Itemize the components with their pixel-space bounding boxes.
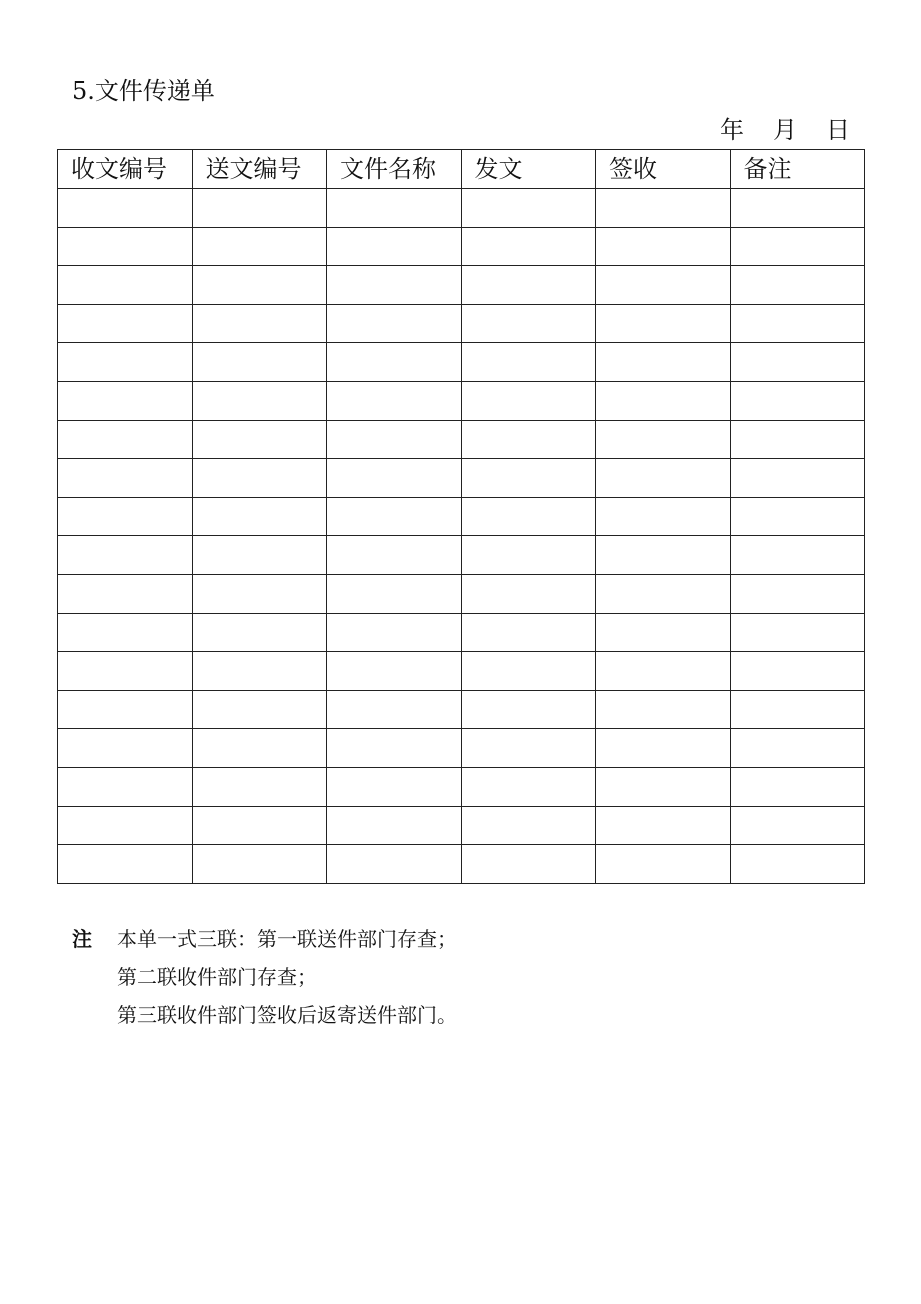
blank-cell[interactable]	[461, 381, 596, 420]
table-row	[58, 690, 865, 729]
blank-cell[interactable]	[596, 729, 731, 768]
blank-cell[interactable]	[327, 767, 462, 806]
table-row	[58, 266, 865, 305]
note-line	[72, 996, 852, 1034]
blank-cell[interactable]	[461, 574, 596, 613]
blank-cell[interactable]	[596, 266, 731, 305]
blank-cell[interactable]	[730, 497, 865, 536]
blank-cell[interactable]	[192, 343, 327, 382]
blank-cell[interactable]	[596, 304, 731, 343]
table-row	[58, 459, 865, 498]
blank-cell[interactable]	[327, 806, 462, 845]
table-row	[58, 613, 865, 652]
note-line	[72, 920, 852, 958]
blank-cell[interactable]	[192, 574, 327, 613]
blank-cell[interactable]	[327, 459, 462, 498]
blank-cell[interactable]	[461, 690, 596, 729]
blank-cell[interactable]	[192, 227, 327, 266]
blank-cell[interactable]	[730, 690, 865, 729]
note-label: 注	[72, 927, 92, 951]
notes-section	[72, 920, 852, 1034]
blank-cell[interactable]	[58, 189, 193, 228]
blank-cell[interactable]	[327, 574, 462, 613]
blank-cell[interactable]	[461, 767, 596, 806]
blank-cell[interactable]	[58, 652, 193, 691]
table-row	[58, 227, 865, 266]
note-text: 第三联收件部门签收后返寄送件部门。	[117, 1003, 457, 1027]
blank-cell[interactable]	[58, 343, 193, 382]
blank-cell[interactable]	[730, 536, 865, 575]
blank-cell[interactable]	[461, 497, 596, 536]
table-row	[58, 536, 865, 575]
blank-cell[interactable]	[58, 729, 193, 768]
table-row	[58, 497, 865, 536]
table-row	[58, 304, 865, 343]
blank-cell[interactable]	[327, 343, 462, 382]
blank-cell[interactable]	[730, 420, 865, 459]
blank-cell[interactable]	[327, 189, 462, 228]
table-row	[58, 189, 865, 228]
blank-cell[interactable]	[58, 536, 193, 575]
page-title: 5.文件传递单	[72, 77, 215, 105]
blank-cell[interactable]	[192, 652, 327, 691]
table-row	[58, 767, 865, 806]
table-row	[58, 420, 865, 459]
blank-cell[interactable]	[730, 381, 865, 420]
blank-cell[interactable]	[596, 574, 731, 613]
blank-cell[interactable]	[327, 497, 462, 536]
blank-cell[interactable]	[327, 266, 462, 305]
blank-cell[interactable]	[596, 420, 731, 459]
blank-cell[interactable]	[192, 189, 327, 228]
note-text: 本单一式三联：第一联送件部门存查；	[117, 927, 457, 951]
blank-cell[interactable]	[192, 806, 327, 845]
blank-cell[interactable]	[58, 420, 193, 459]
blank-cell[interactable]	[58, 845, 193, 884]
blank-cell[interactable]	[596, 845, 731, 884]
blank-cell[interactable]	[461, 343, 596, 382]
header-sent-number: 送文编号	[192, 150, 327, 189]
blank-cell[interactable]	[192, 381, 327, 420]
blank-cell[interactable]	[730, 613, 865, 652]
blank-cell[interactable]	[461, 613, 596, 652]
date-day-label: 日	[826, 116, 850, 144]
table-row	[58, 574, 865, 613]
blank-cell[interactable]	[58, 266, 193, 305]
blank-cell[interactable]	[596, 613, 731, 652]
blank-cell[interactable]	[730, 806, 865, 845]
blank-cell[interactable]	[327, 227, 462, 266]
date-line	[700, 113, 855, 147]
blank-cell[interactable]	[58, 574, 193, 613]
header-document-name: 文件名称	[327, 150, 462, 189]
blank-cell[interactable]	[461, 266, 596, 305]
blank-cell[interactable]	[58, 459, 193, 498]
blank-cell[interactable]	[58, 304, 193, 343]
table-row	[58, 845, 865, 884]
table-body	[58, 189, 865, 884]
blank-cell[interactable]	[192, 536, 327, 575]
blank-cell[interactable]	[596, 652, 731, 691]
blank-cell[interactable]	[192, 613, 327, 652]
blank-cell[interactable]	[327, 381, 462, 420]
table-row	[58, 729, 865, 768]
transfer-form-table-container	[57, 149, 864, 884]
blank-cell[interactable]	[461, 459, 596, 498]
blank-cell[interactable]	[596, 497, 731, 536]
blank-cell[interactable]	[461, 806, 596, 845]
blank-cell[interactable]	[461, 227, 596, 266]
blank-cell[interactable]	[461, 536, 596, 575]
blank-cell[interactable]	[58, 613, 193, 652]
blank-cell[interactable]	[596, 690, 731, 729]
blank-cell[interactable]	[730, 652, 865, 691]
blank-cell[interactable]	[461, 729, 596, 768]
blank-cell[interactable]	[730, 767, 865, 806]
blank-cell[interactable]	[58, 806, 193, 845]
blank-cell[interactable]	[730, 459, 865, 498]
date-year-label: 年	[720, 116, 744, 144]
blank-cell[interactable]	[327, 652, 462, 691]
blank-cell[interactable]	[730, 845, 865, 884]
blank-cell[interactable]	[596, 381, 731, 420]
blank-cell[interactable]	[192, 266, 327, 305]
blank-cell[interactable]	[730, 266, 865, 305]
blank-cell[interactable]	[596, 227, 731, 266]
blank-cell[interactable]	[730, 574, 865, 613]
note-text: 第二联收件部门存查；	[117, 965, 317, 989]
blank-cell[interactable]	[596, 767, 731, 806]
header-dispatch: 发文	[461, 150, 596, 189]
blank-cell[interactable]	[596, 806, 731, 845]
blank-cell[interactable]	[192, 845, 327, 884]
blank-cell[interactable]	[192, 420, 327, 459]
table-row	[58, 343, 865, 382]
blank-cell[interactable]	[192, 690, 327, 729]
note-line	[72, 958, 852, 996]
blank-cell[interactable]	[327, 420, 462, 459]
blank-cell[interactable]	[58, 227, 193, 266]
blank-cell[interactable]	[192, 497, 327, 536]
blank-cell[interactable]	[58, 381, 193, 420]
blank-cell[interactable]	[327, 729, 462, 768]
blank-cell[interactable]	[461, 652, 596, 691]
blank-cell[interactable]	[596, 459, 731, 498]
blank-cell[interactable]	[327, 690, 462, 729]
header-remarks: 备注	[730, 150, 865, 189]
blank-cell[interactable]	[730, 227, 865, 266]
blank-cell[interactable]	[192, 304, 327, 343]
date-month-label: 月	[773, 116, 797, 144]
blank-cell[interactable]	[730, 189, 865, 228]
blank-cell[interactable]	[730, 343, 865, 382]
header-received-number: 收文编号	[58, 150, 193, 189]
blank-cell[interactable]	[461, 304, 596, 343]
blank-cell[interactable]	[327, 536, 462, 575]
blank-cell[interactable]	[58, 690, 193, 729]
blank-cell[interactable]	[192, 729, 327, 768]
blank-cell[interactable]	[596, 536, 731, 575]
blank-cell[interactable]	[192, 459, 327, 498]
table-row	[58, 652, 865, 691]
table-row	[58, 806, 865, 845]
blank-cell[interactable]	[327, 304, 462, 343]
blank-cell[interactable]	[192, 767, 327, 806]
table-header-row	[58, 150, 865, 189]
blank-cell[interactable]	[596, 343, 731, 382]
blank-cell[interactable]	[58, 767, 193, 806]
blank-cell[interactable]	[461, 420, 596, 459]
blank-cell[interactable]	[596, 189, 731, 228]
blank-cell[interactable]	[461, 189, 596, 228]
blank-cell[interactable]	[730, 304, 865, 343]
blank-cell[interactable]	[730, 729, 865, 768]
transfer-form-table	[57, 149, 865, 884]
table-row	[58, 381, 865, 420]
blank-cell[interactable]	[58, 497, 193, 536]
blank-cell[interactable]	[327, 845, 462, 884]
blank-cell[interactable]	[327, 613, 462, 652]
header-signature: 签收	[596, 150, 731, 189]
blank-cell[interactable]	[461, 845, 596, 884]
